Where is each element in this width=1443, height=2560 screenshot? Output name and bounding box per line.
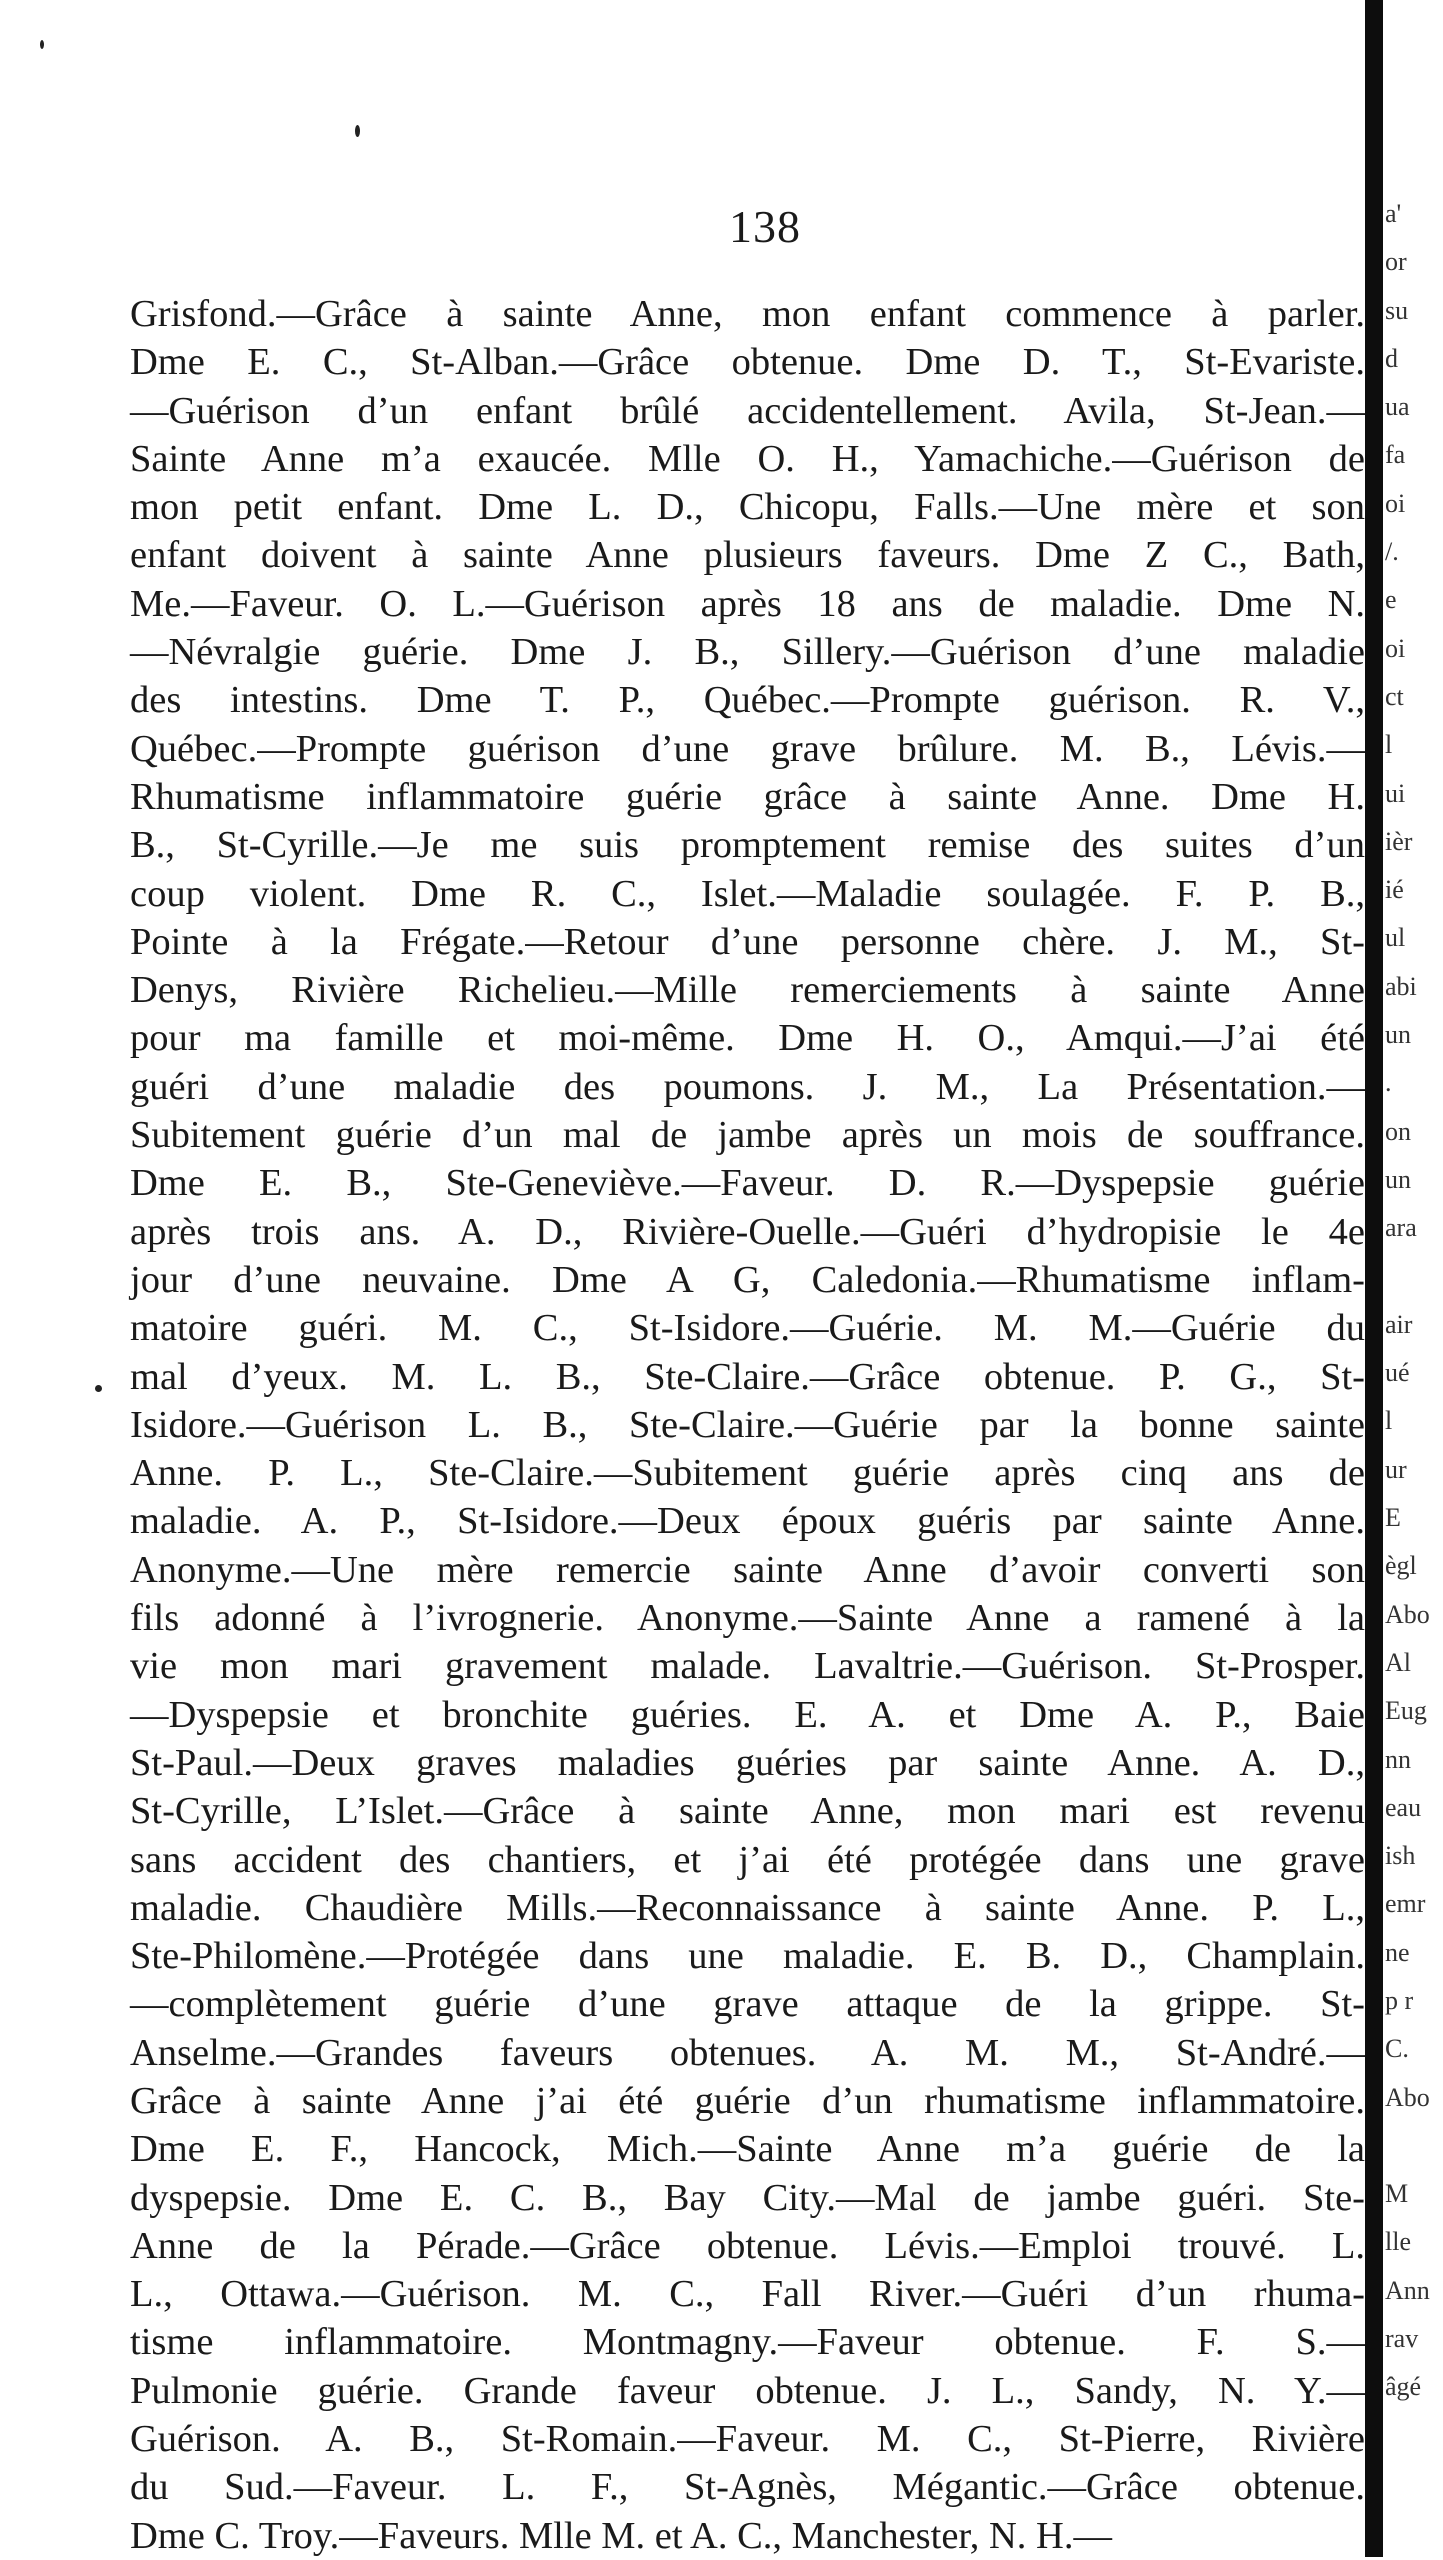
margin-fragment: p r xyxy=(1385,1985,1414,2015)
text-line: après trois ans. A. D., Rivière-Ouelle.—Guéri d’hydropisie le 4e xyxy=(130,1210,1365,1253)
margin-fragment: M xyxy=(1385,2179,1409,2209)
margin-fragment: ul xyxy=(1385,923,1406,953)
margin-fragment: ié xyxy=(1385,875,1404,905)
facing-page-margin xyxy=(1385,190,1443,2402)
text-line: Isidore.—Guérison L. B., Ste-Claire.—Guérie par la bonne sainte xyxy=(130,1403,1365,1446)
margin-fragment: su xyxy=(1385,295,1409,325)
margin-fragment: l xyxy=(1385,1406,1393,1436)
margin-fragment: /. xyxy=(1385,537,1399,567)
text-line: matoire guéri. M. C., St-Isidore.—Guérie. M. M.—Guérie du xyxy=(130,1307,1365,1350)
margin-fragment: ne xyxy=(1385,1937,1410,1967)
text-line: Me.—Faveur. O. L.—Guérison après 18 ans de maladie. Dme N. xyxy=(130,582,1365,625)
text-line: —Névralgie guérie. Dme J. B., Sillery.—Guérison d’une maladie xyxy=(130,631,1365,674)
margin-fragment: abi xyxy=(1385,971,1417,1001)
text-line: St-Cyrille, L’Islet.—Grâce à sainte Anne, mon mari est revenu xyxy=(130,1790,1365,1833)
text-line: Rhumatisme inflammatoire guérie grâce à sainte Anne. Dme H. xyxy=(130,775,1365,818)
binding-gutter xyxy=(1365,0,1383,2557)
text-line: Denys, Rivière Richelieu.—Mille remerciements à sainte Anne xyxy=(130,969,1365,1012)
text-line: L., Ottawa.—Guérison. M. C., Fall River.—Guéri d’un rhuma- xyxy=(130,2273,1365,2316)
margin-fragment: ièr xyxy=(1385,826,1413,856)
text-line: Anne. P. L., Ste-Claire.—Subitement guérie après cinq ans de xyxy=(130,1452,1365,1495)
margin-fragment: ara xyxy=(1385,1213,1417,1243)
margin-fragment: Abo xyxy=(1385,1599,1430,1629)
text-line: Dme E. C., St-Alban.—Grâce obtenue. Dme D. T., St-Evariste. xyxy=(130,341,1365,384)
margin-fragment: E xyxy=(1385,1503,1401,1533)
margin-fragment: ègl xyxy=(1385,1551,1417,1581)
margin-fragment: ua xyxy=(1385,392,1410,422)
margin-fragment: air xyxy=(1385,1309,1413,1339)
margin-fragment: . xyxy=(1385,1068,1392,1098)
margin-fragment xyxy=(1385,2122,1443,2170)
text-line: Grâce à sainte Anne j’ai été guérie d’un rhumatisme inflammatoire. xyxy=(130,2079,1365,2122)
text-line: Subitement guérie d’un mal de jambe après un mois de souffrance. xyxy=(130,1114,1365,1157)
text-line: Sainte Anne m’a exaucée. Mlle O. H., Yamachiche.—Guérison de xyxy=(130,437,1365,480)
text-body xyxy=(130,290,1365,2557)
text-line: Dme C. Troy.—Faveurs. Mlle M. et A. C., Manchester, N. H.— xyxy=(130,2514,1112,2557)
margin-fragment: lle xyxy=(1385,2227,1411,2257)
text-line: —Guérison d’un enfant brûlé accidentellement. Avila, St-Jean.— xyxy=(130,389,1365,432)
margin-fragment: fa xyxy=(1385,440,1406,470)
margin-fragment: un xyxy=(1385,1020,1411,1050)
text-line: Ste-Philomène.—Protégée dans une maladie. E. B. D., Champlain. xyxy=(130,1935,1365,1978)
text-line: Québec.—Prompte guérison d’une grave brûlure. M. B., Lévis.— xyxy=(130,727,1365,770)
margin-fragment: emr xyxy=(1385,1889,1426,1919)
text-line: Grisfond.—Grâce à sainte Anne, mon enfant commence à parler. xyxy=(130,293,1365,335)
text-line: St-Paul.—Deux graves maladies guéries par sainte Anne. A. D., xyxy=(130,1741,1365,1784)
text-line: Guérison. A. B., St-Romain.—Faveur. M. C., St-Pierre, Rivière xyxy=(130,2418,1365,2461)
margin-fragment: ish xyxy=(1385,1841,1416,1871)
text-line: —complètement guérie d’une grave attaque de la grippe. St- xyxy=(130,1983,1365,2026)
ink-speck xyxy=(40,40,44,49)
margin-fragment xyxy=(1385,1253,1443,1301)
text-line: des intestins. Dme T. P., Québec.—Prompte guérison. R. V., xyxy=(130,679,1365,722)
margin-fragment: C. xyxy=(1385,2034,1409,2064)
text-line: guéri d’une maladie des poumons. J. M., La Présentation.— xyxy=(130,1065,1365,1108)
text-line: dyspepsie. Dme E. C. B., Bay City.—Mal de jambe guéri. Ste- xyxy=(130,2176,1365,2219)
margin-fragment: oi xyxy=(1385,633,1406,663)
text-line: jour d’une neuvaine. Dme A G, Caledonia.—Rhumatisme inflam- xyxy=(130,1258,1365,1301)
text-line: Anonyme.—Une mère remercie sainte Anne d’avoir converti son xyxy=(130,1548,1365,1591)
margin-fragment: ur xyxy=(1385,1454,1407,1484)
text-line: sans accident des chantiers, et j’ai été protégée dans une grave xyxy=(130,1838,1365,1881)
margin-fragment: rav xyxy=(1385,2324,1419,2354)
text-line: du Sud.—Faveur. L. F., St-Agnès, Mégantic.—Grâce obtenue. xyxy=(130,2466,1365,2509)
margin-fragment: on xyxy=(1385,1116,1411,1146)
text-line: tisme inflammatoire. Montmagny.—Faveur obtenue. F. S.— xyxy=(130,2321,1365,2364)
margin-fragment: ct xyxy=(1385,681,1404,711)
text-line: maladie. Chaudière Mills.—Reconnaissance à sainte Anne. P. L., xyxy=(130,1886,1365,1929)
margin-fragment: Eug xyxy=(1385,1696,1427,1726)
margin-fragment: nn xyxy=(1385,1744,1411,1774)
margin-fragment: âgé xyxy=(1385,2372,1422,2402)
text-line: —Dyspepsie et bronchite guéries. E. A. et Dme A. P., Baie xyxy=(130,1693,1365,1736)
margin-fragment: a' xyxy=(1385,199,1402,228)
text-line: Anselme.—Grandes faveurs obtenues. A. M. M., St-André.— xyxy=(130,2031,1365,2074)
margin-fragment: ué xyxy=(1385,1358,1410,1388)
margin-fragment: or xyxy=(1385,247,1407,277)
margin-fragment: ui xyxy=(1385,778,1406,808)
text-line: Dme E. B., Ste-Geneviève.—Faveur. D. R.—Dyspepsie guérie xyxy=(130,1162,1365,1205)
text-line: fils adonné à l’ivrognerie. Anonyme.—Sainte Anne a ramené à la xyxy=(130,1597,1365,1640)
margin-fragment: oi xyxy=(1385,488,1406,518)
text-line: Anne de la Pérade.—Grâce obtenue. Lévis.—Emploi trouvé. L. xyxy=(130,2224,1365,2267)
margin-fragment: d xyxy=(1385,343,1398,373)
text-line: Dme E. F., Hancock, Mich.—Sainte Anne m’a guérie de la xyxy=(130,2128,1365,2171)
margin-fragment: un xyxy=(1385,1164,1411,1194)
text-line: B., St-Cyrille.—Je me suis promptement remise des suites d’un xyxy=(130,824,1365,867)
page-number: 138 xyxy=(729,201,801,252)
margin-fragment: Ann xyxy=(1385,2275,1430,2305)
margin-fragment: e xyxy=(1385,585,1397,615)
margin-fragment: l xyxy=(1385,730,1393,760)
text-line: vie mon mari gravement malade. Lavaltrie.—Guérison. St-Prosper. xyxy=(130,1645,1365,1688)
margin-fragment: Abo xyxy=(1385,2082,1430,2112)
text-line: pour ma famille et moi-même. Dme H. O., Amqui.—J’ai été xyxy=(130,1017,1365,1060)
ink-speck xyxy=(355,125,360,137)
margin-fragment: Al xyxy=(1385,1647,1411,1677)
text-line: enfant doivent à sainte Anne plusieurs faveurs. Dme Z C., Bath, xyxy=(130,534,1365,577)
text-line: Pointe à la Frégate.—Retour d’une personne chère. J. M., St- xyxy=(130,920,1365,963)
text-line: Pulmonie guérie. Grande faveur obtenue. J. L., Sandy, N. Y.— xyxy=(130,2369,1365,2412)
text-line: coup violent. Dme R. C., Islet.—Maladie soulagée. F. P. B., xyxy=(130,872,1365,915)
text-line: maladie. A. P., St-Isidore.—Deux époux guéris par sainte Anne. xyxy=(130,1500,1365,1543)
margin-fragment: eau xyxy=(1385,1792,1422,1822)
text-line: mon petit enfant. Dme L. D., Chicopu, Falls.—Une mère et son xyxy=(130,486,1365,529)
text-line: mal d’yeux. M. L. B., Ste-Claire.—Grâce obtenue. P. G., St- xyxy=(130,1355,1365,1398)
ink-speck xyxy=(95,1385,102,1392)
